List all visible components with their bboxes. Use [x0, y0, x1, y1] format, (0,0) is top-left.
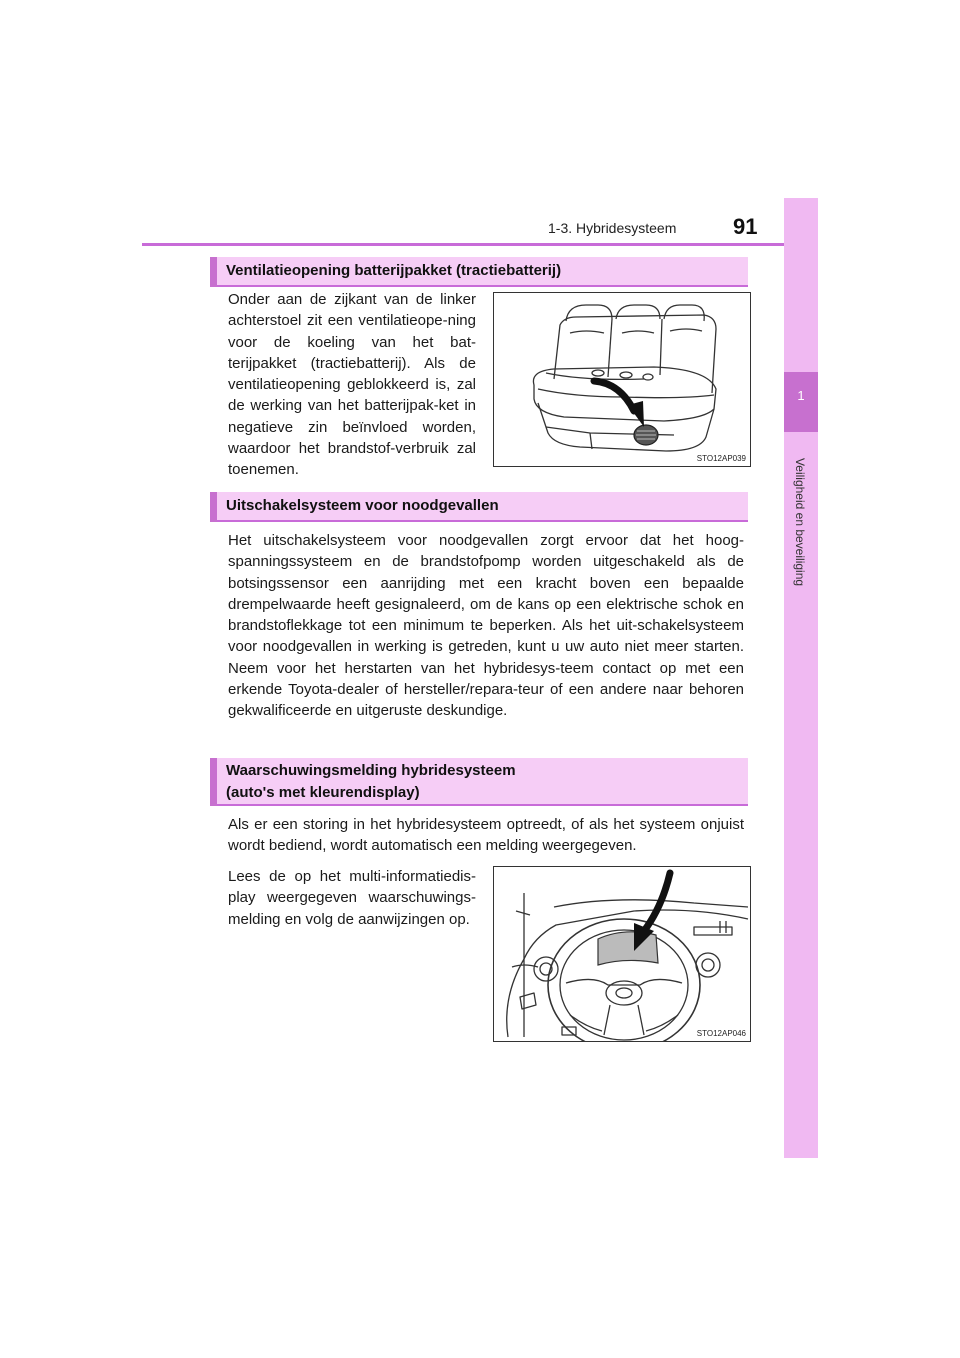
side-tab-chapter-title: Veiligheid en beveiliging: [793, 457, 807, 587]
section-heading-text: [226, 760, 516, 804]
figure-rear-seat-vent: [493, 292, 751, 467]
section-heading-line-2: (auto's met kleurendisplay): [226, 784, 420, 801]
paragraph-emergency-shutoff: Het uitschakelsysteem voor noodgevallen zorgt ervoor dat het hoog-spanningssysteem en de brandstofpomp worden uitgeschakeld als de botsingssensor een aanrijding met een kracht boven een bepaalde drempelwaarde heeft gesignaleerd, om de kans op een elektrische schok en brandstoflekkage tot een minimum te beperken. Als het uit-schakelsysteem voor noodgevallen in werking is getreden, kunt u uw auto niet meer starten. Neem voor het herstarten van het hybridesys-teem contact op met een erkende Toyota-dealer of hersteller/repara-teur of een andere naar behoren gekwalificeerde en uitgeruste deskundige.: [228, 532, 744, 720]
section-heading-text: Ventilatieopening batterijpakket (tractiebatterij): [226, 262, 562, 279]
section-heading-marker: [210, 758, 217, 806]
figure-code: STO12AP046: [696, 1029, 746, 1038]
header-section-title: 1-3. Hybridesysteem: [548, 220, 677, 236]
page-number: 91: [733, 214, 758, 239]
multi-information-display: [598, 932, 658, 965]
side-tab: [784, 198, 818, 1158]
vent-grille: [634, 425, 658, 445]
figure-instrument-panel: [493, 866, 751, 1042]
section-heading-marker: [210, 257, 217, 287]
side-tab-chapter-number: 1: [797, 388, 805, 403]
section-heading-marker: [210, 492, 217, 522]
section-heading-text: Uitschakelsysteem voor noodgevallen: [226, 497, 499, 514]
section-heading-line-1: Waarschuwingsmelding hybridesysteem: [226, 762, 516, 779]
rear-seat-illustration: [494, 293, 750, 466]
header-divider: [142, 243, 818, 246]
paragraph-read-message: Lees de op het multi-informatiedis-play weergegeven waarschuwings-melding en volg de aanwijzingen op.: [228, 868, 476, 928]
figure-code: STO12AP039: [696, 454, 746, 463]
dashboard-illustration: [494, 867, 750, 1041]
section-heading-ventilation: [210, 257, 748, 287]
section-heading-emergency-shutoff: [210, 492, 748, 522]
section-heading-warning-message: [210, 758, 748, 806]
paragraph-warning-message: Als er een storing in het hybridesysteem optreedt, of als het systeem onjuist wordt bediend, wordt automatisch een melding weergegeven.: [228, 816, 744, 855]
paragraph-ventilation: Onder aan de zijkant van de linker achterstoel zit een ventilatieope-ning voor de koeling van het bat-terijpakket (tractiebatterij). Als de ventilatieopening geblokkeerd is, zal de werking van het batterijpak-ket in negatieve zin beïnvloed worden, waardoor het brandstof-verbruik zal toenemen.: [228, 291, 476, 479]
